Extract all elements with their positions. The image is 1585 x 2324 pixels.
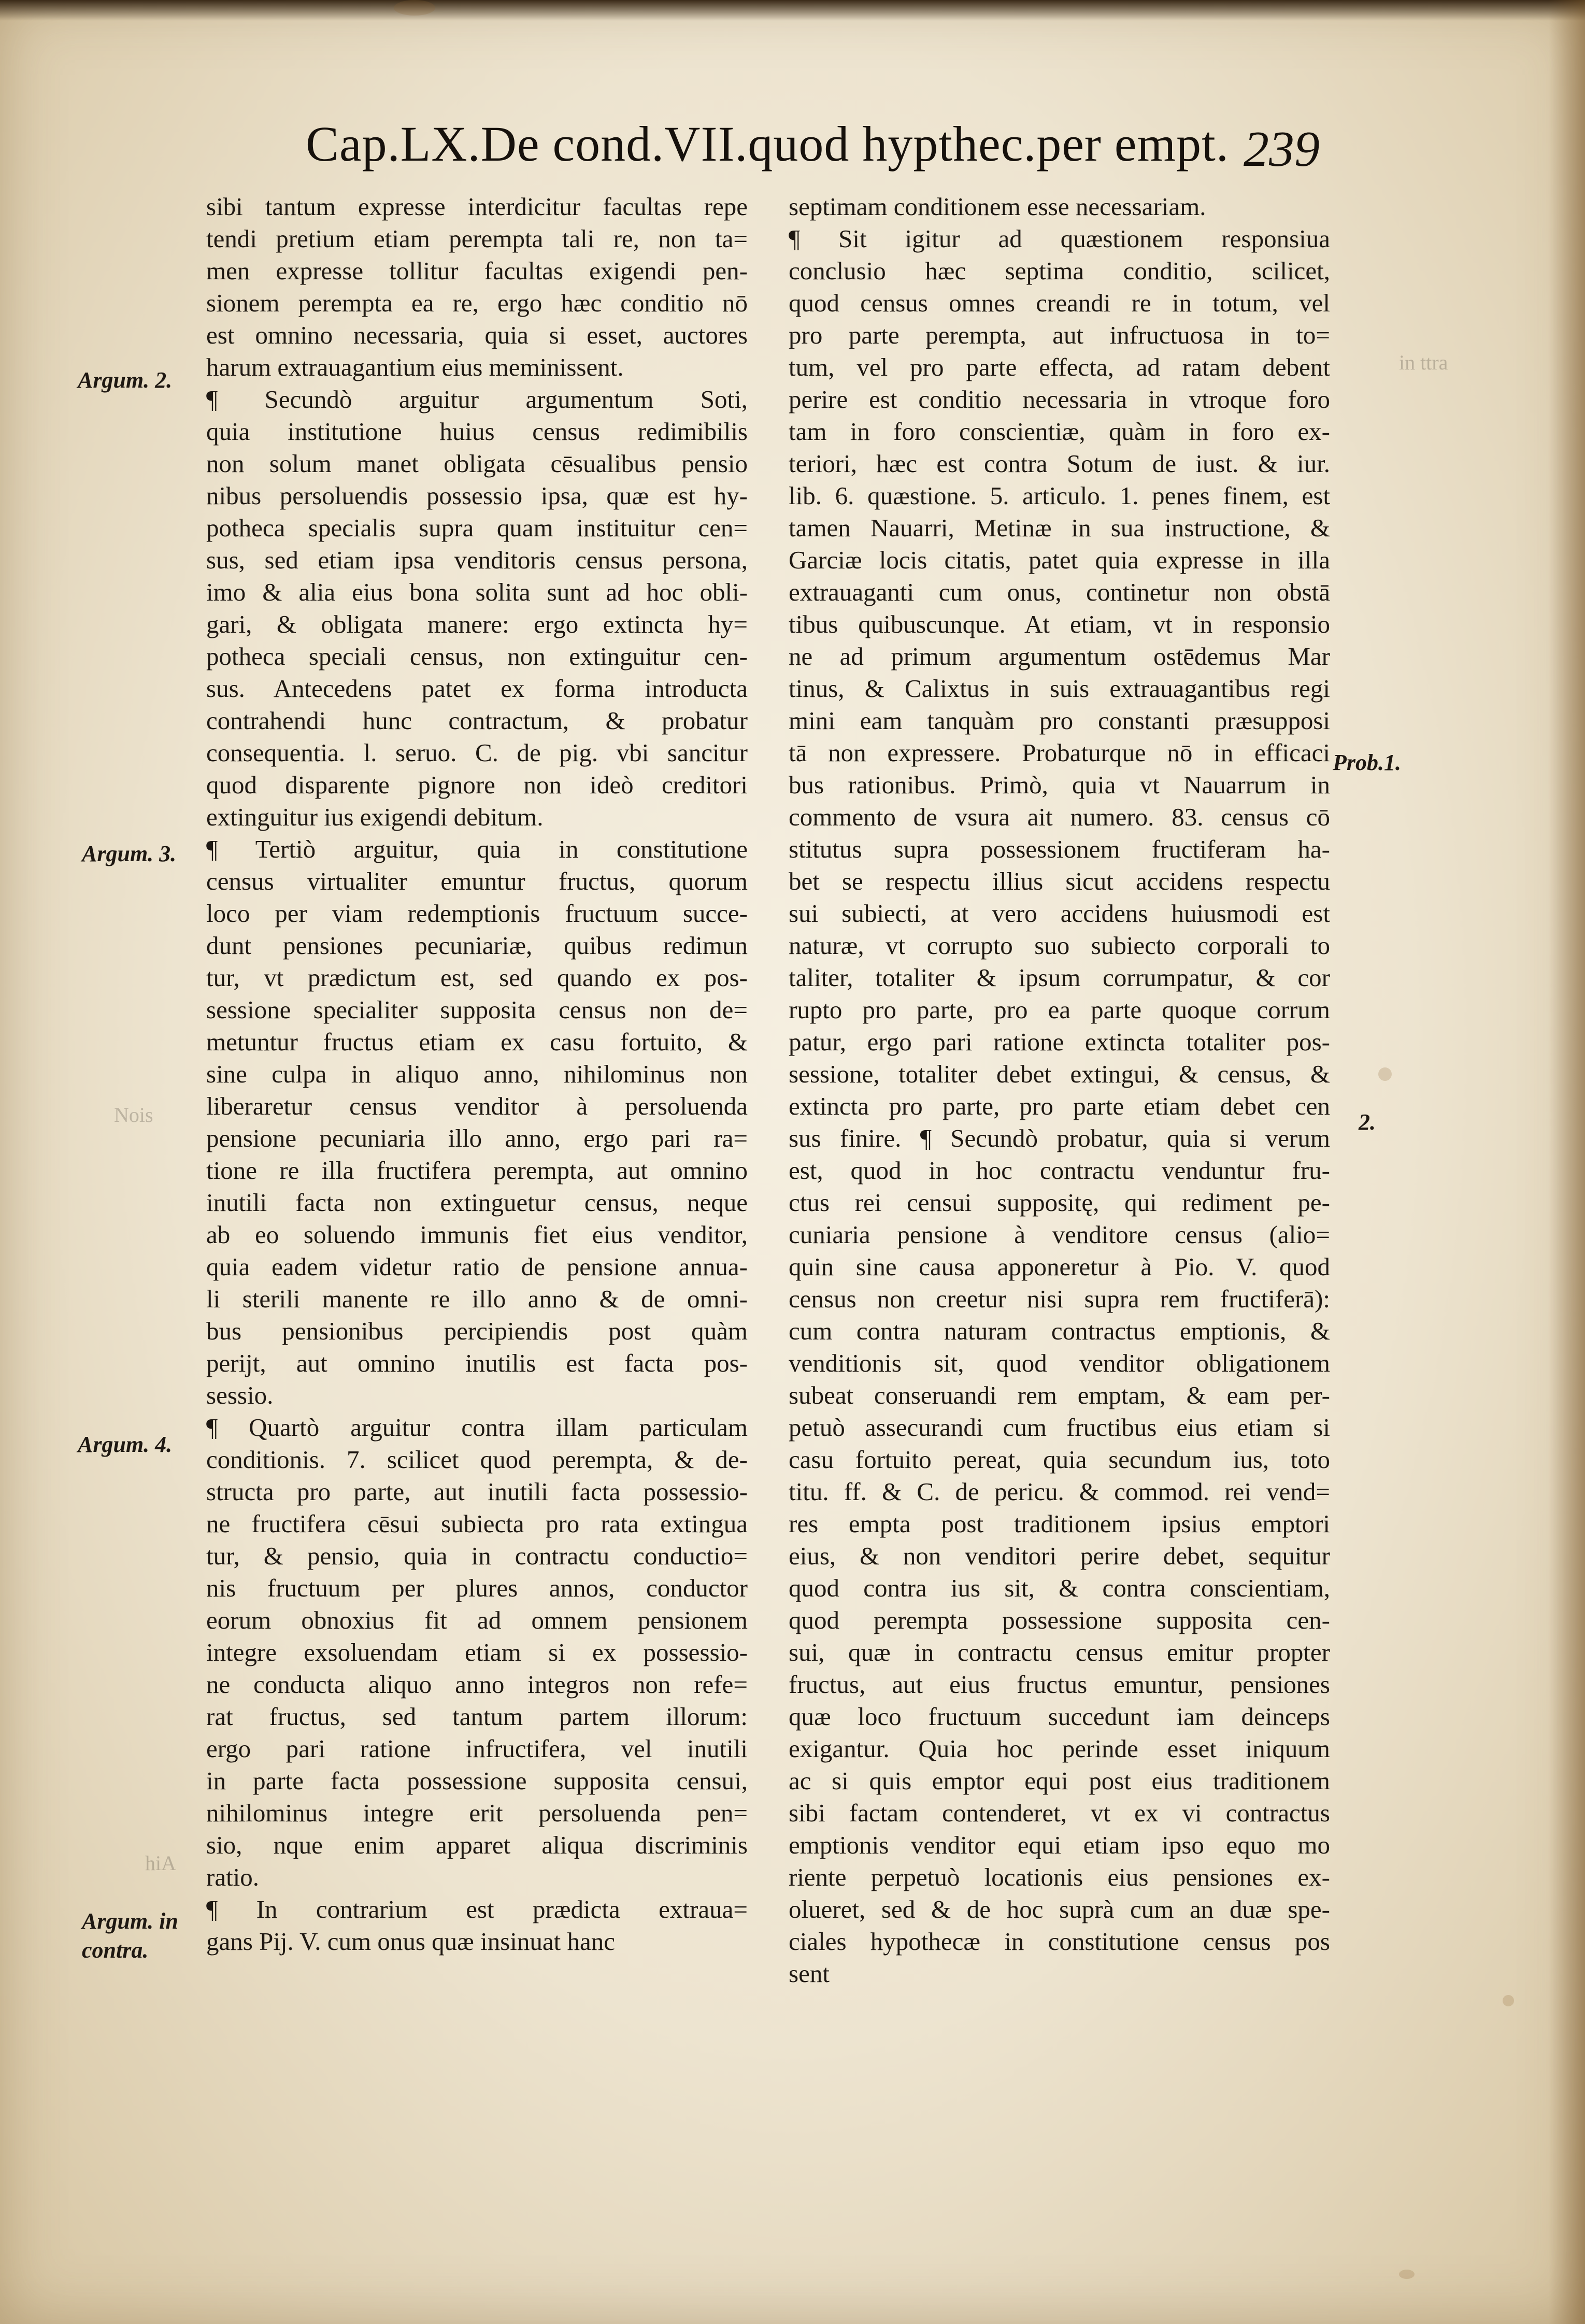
text-line: naturæ, vt corrupto suo subiecto corporali to — [789, 931, 1330, 960]
text-line: loco per viam redemptionis fructuum succe- — [206, 899, 748, 928]
text-line: extincta pro parte, pro parte etiam debet cen — [789, 1092, 1330, 1120]
text-line: quia institutione huius census redimibilis — [206, 417, 748, 446]
text-line: titu. ff. & C. de pericu. & commod. rei vend= — [789, 1477, 1330, 1506]
text-line: teriori, hæc est contra Sotum de iust. & iur. — [789, 449, 1330, 478]
text-line: tendi pretium etiam perempta tali re, non ta= — [206, 224, 748, 253]
text-line: sui, quæ in contractu census emitur propter — [789, 1638, 1330, 1666]
text-line: tur, vt prædictum est, sed quando ex pos- — [206, 963, 748, 992]
text-line: patur, ergo pari ratione extincta totaliter pos- — [789, 1028, 1330, 1056]
text-line: tā non expressere. Probaturque nō in efficaci — [789, 738, 1330, 767]
text-line: mini eam tanquàm pro constanti præsupposi — [789, 706, 1330, 735]
show-through-text: hiA — [145, 1851, 176, 1875]
text-line: tum, vel pro parte effecta, ad ratam debent — [789, 353, 1330, 381]
text-line: extrauaganti cum onus, continetur non obstā — [789, 578, 1330, 606]
text-line: exigantur. Quia hoc perinde esset iniquum — [789, 1734, 1330, 1763]
text-line: bus rationibus. Primò, quia vt Nauarrum in — [789, 771, 1330, 799]
text-line: sessio. — [206, 1381, 274, 1409]
text-line: sus. Antecedens patet ex forma introducta — [206, 674, 748, 703]
text-line: perire est conditio necessaria in vtroque foro — [789, 385, 1330, 414]
show-through-text: Nois — [114, 1103, 153, 1127]
text-line: eorum obnoxius fit ad omnem pensionem — [206, 1606, 748, 1634]
stain — [1503, 1995, 1514, 2006]
text-line: Garciæ locis citatis, patet quia expresse in illa — [789, 546, 1330, 574]
text-line: tione re illa fructifera perempta, aut omnino — [206, 1156, 748, 1185]
text-line: nihilominus integre erit persoluenda pen= — [206, 1799, 748, 1827]
text-line: emptionis venditor equi etiam ipso equo mo — [789, 1831, 1330, 1859]
text-line: sibi factam contenderet, vt ex vi contractus — [789, 1799, 1330, 1827]
text-line: sui subiecti, at vero accidens huiusmodi est — [789, 899, 1330, 928]
text-line: ¶ In contrarium est prædicta extraua= — [206, 1895, 748, 1923]
text-line: quod census omnes creandi re in totum, vel — [789, 289, 1330, 317]
text-line: riente perpetuò locationis eius pensiones ex- — [789, 1863, 1330, 1891]
margin-note-prob-1: Prob.1. — [1333, 750, 1401, 775]
text-line: conclusio hæc septima conditio, scilicet, — [789, 256, 1330, 285]
text-line: septimam conditionem esse necessariam. — [789, 192, 1206, 221]
page-number: 239 — [1244, 121, 1320, 177]
text-line: pro parte perempta, aut infructuosa in to= — [789, 321, 1330, 349]
running-head: Cap.LX.De cond.VII.quod hypthec.per empt. — [306, 116, 1229, 172]
stain — [394, 0, 435, 16]
text-line: tur, & pensio, quia in contractu conductio= — [206, 1542, 748, 1570]
text-line: potheca specialis supra quam instituitur cen= — [206, 514, 748, 542]
text-line: potheca speciali census, non extinguitur cen- — [206, 642, 748, 671]
text-line: pensione pecuniaria illo anno, ergo pari ra= — [206, 1124, 748, 1152]
text-line: conditionis. 7. scilicet quod perempta, & de- — [206, 1445, 748, 1474]
text-line: inutili facta non extinguetur census, neque — [206, 1188, 748, 1217]
text-line: non solum manet obligata cēsualibus pensio — [206, 449, 748, 478]
text-line: bet se respectu illius sicut accidens respectu — [789, 867, 1330, 895]
text-line: quod contra ius sit, & contra conscientiam, — [789, 1574, 1330, 1602]
text-line: taliter, totaliter & ipsum corrumpatur, & cor — [789, 963, 1330, 992]
text-line: ab eo soluendo immunis fiet eius venditor, — [206, 1220, 748, 1249]
page-top-edge — [0, 0, 1585, 21]
text-line: eius, & non venditori perire debet, sequitur — [789, 1542, 1330, 1570]
margin-note-argum-4: Argum. 4. — [78, 1432, 173, 1457]
text-line: census non creetur nisi supra rem fructiferā): — [789, 1285, 1330, 1313]
text-line: metuntur fructus etiam ex casu fortuito, & — [206, 1028, 748, 1056]
text-line: tamen Nauarri, Metinæ in sua instructione, & — [789, 514, 1330, 542]
text-line: est, quod in hoc contractu venduntur fru- — [789, 1156, 1330, 1185]
text-line: ciales hypothecæ in constitutione census pos — [789, 1927, 1330, 1956]
text-line: ¶ Secundò arguitur argumentum Soti, — [206, 385, 748, 414]
text-line: casu fortuito pereat, quia secundum ius, toto — [789, 1445, 1330, 1474]
page-right-edge — [1549, 0, 1585, 2324]
text-line: quæ loco fructuum succedunt iam deinceps — [789, 1702, 1330, 1731]
margin-note-argum-contra-1: Argum. in — [82, 1908, 178, 1934]
text-line: imo & alia eius bona solita sunt ad hoc obli- — [206, 578, 748, 606]
text-line: nis fructuum per plures annos, conductor — [206, 1574, 748, 1602]
text-line: ne fructifera cēsui subiecta pro rata extingua — [206, 1509, 748, 1538]
text-line: harum extrauagantium eius meminissent. — [206, 353, 624, 381]
margin-note-2: 2. — [1359, 1109, 1376, 1135]
text-line: men expresse tollitur facultas exigendi pen- — [206, 256, 748, 285]
text-line: sibi tantum expresse interdicitur facultas repe — [206, 192, 748, 221]
text-line: sionem perempta ea re, ergo hæc conditio nō — [206, 289, 748, 317]
text-line: sus finire. ¶ Secundò probatur, quia si verum — [789, 1124, 1330, 1152]
text-line: ratio. — [206, 1863, 260, 1891]
text-line: quod disparente pignore non ideò creditori — [206, 771, 748, 799]
text-line: li sterili manente re illo anno & de omni- — [206, 1285, 748, 1313]
text-line: sus, sed etiam ipsa venditoris census persona, — [206, 546, 748, 574]
stain — [1378, 1067, 1392, 1081]
text-line: ne ad primum argumentum ostēdemus Mar — [789, 642, 1330, 671]
text-line: sine culpa in aliquo anno, nihilominus non — [206, 1060, 748, 1088]
text-line: ac si quis emptor equi post eius traditionem — [789, 1766, 1330, 1795]
text-line: sent — [789, 1959, 830, 1988]
stain — [1399, 2270, 1415, 2279]
text-line: sessione, totaliter debet extingui, & census, & — [789, 1060, 1330, 1088]
text-line: res empta post traditionem ipsius emptori — [789, 1509, 1330, 1538]
text-line: quod perempta possessione supposita cen- — [789, 1606, 1330, 1634]
text-line: quia eadem videtur ratio de pensione annua- — [206, 1252, 748, 1281]
text-line: in parte facta possessione supposita censui, — [206, 1766, 748, 1795]
text-line: venditionis sit, quod venditor obligationem — [789, 1349, 1330, 1377]
text-line: ctus rei censui suppositę, qui rediment pe- — [789, 1188, 1330, 1217]
text-line: tibus quibuscunque. At etiam, vt in responsio — [789, 610, 1330, 638]
text-line: integre exsoluendam etiam si ex possessio- — [206, 1638, 748, 1666]
text-line: rupto pro parte, pro ea parte quoque corrum — [789, 995, 1330, 1024]
text-line: ne conducta aliquo anno integros non refe= — [206, 1670, 748, 1699]
text-line: quin sine causa apponeretur à Pio. V. quod — [789, 1252, 1330, 1281]
text-line: tinus, & Calixtus in suis extrauagantibus regi — [789, 674, 1330, 703]
right-text-column — [789, 191, 1330, 1990]
text-line: fructus, aut eius fructus emuntur, pensiones — [789, 1670, 1330, 1699]
text-line: nibus persoluendis possessio ipsa, quæ est hy- — [206, 481, 748, 510]
text-line: bus pensionibus percipiendis post quàm — [206, 1317, 748, 1345]
text-line: contrahendi hunc contractum, & probatur — [206, 706, 748, 735]
margin-note-argum-2: Argum. 2. — [78, 367, 173, 393]
text-line: liberaretur census venditor à persoluenda — [206, 1092, 748, 1120]
text-line: sio, nque enim apparet aliqua discriminis — [206, 1831, 748, 1859]
text-line: cuniaria pensione à venditore census (alio= — [789, 1220, 1330, 1249]
margin-note-argum-3: Argum. 3. — [82, 841, 177, 866]
text-line: stitutus supra possessionem fructiferam ha- — [789, 835, 1330, 863]
text-line: commento de vsura ait numero. 83. census cō — [789, 803, 1330, 831]
show-through-text: in ttra — [1399, 351, 1448, 374]
text-line: subeat conseruandi rem emptam, & eam per- — [789, 1381, 1330, 1409]
margin-note-argum-contra-2: contra. — [82, 1937, 149, 1963]
text-line: olueret, sed & de hoc suprà cum an duæ spe- — [789, 1895, 1330, 1923]
text-line: consequentia. l. seruo. C. de pig. vbi sancitur — [206, 738, 748, 767]
text-line: rat fructus, sed tantum partem illorum: — [206, 1702, 748, 1731]
text-line: petuò assecurandi cum fructibus eius etiam si — [789, 1413, 1330, 1442]
text-line: extinguitur ius exigendi debitum. — [206, 803, 544, 831]
text-line: lib. 6. quæstione. 5. articulo. 1. penes finem, est — [789, 481, 1330, 510]
text-line: structa pro parte, aut inutili facta possessio- — [206, 1477, 748, 1506]
text-line: gans Pij. V. cum onus quæ insinuat hanc — [206, 1927, 616, 1956]
text-line: census virtualiter emuntur fructus, quorum — [206, 867, 748, 895]
text-line: ¶ Sit igitur ad quæstionem responsiua — [789, 224, 1330, 253]
text-line: est omnino necessaria, quia si esset, auctores — [206, 321, 748, 349]
text-line: dunt pensiones pecuniariæ, quibus redimun — [206, 931, 748, 960]
text-line: perijt, aut omnino inutilis est facta pos- — [206, 1349, 748, 1377]
text-line: ¶ Quartò arguitur contra illam particulam — [206, 1413, 748, 1442]
text-line: cum contra naturam contractus emptionis, & — [789, 1317, 1330, 1345]
text-line: tam in foro conscientiæ, quàm in foro ex- — [789, 417, 1330, 446]
left-text-column — [206, 191, 748, 1958]
text-line: gari, & obligata manere: ergo extincta hy= — [206, 610, 748, 638]
text-line: ¶ Tertiò arguitur, quia in constitutione — [206, 835, 748, 863]
text-line: ergo pari ratione infructifera, vel inutili — [206, 1734, 748, 1763]
text-line: sessione specialiter supposita census non de= — [206, 995, 748, 1024]
